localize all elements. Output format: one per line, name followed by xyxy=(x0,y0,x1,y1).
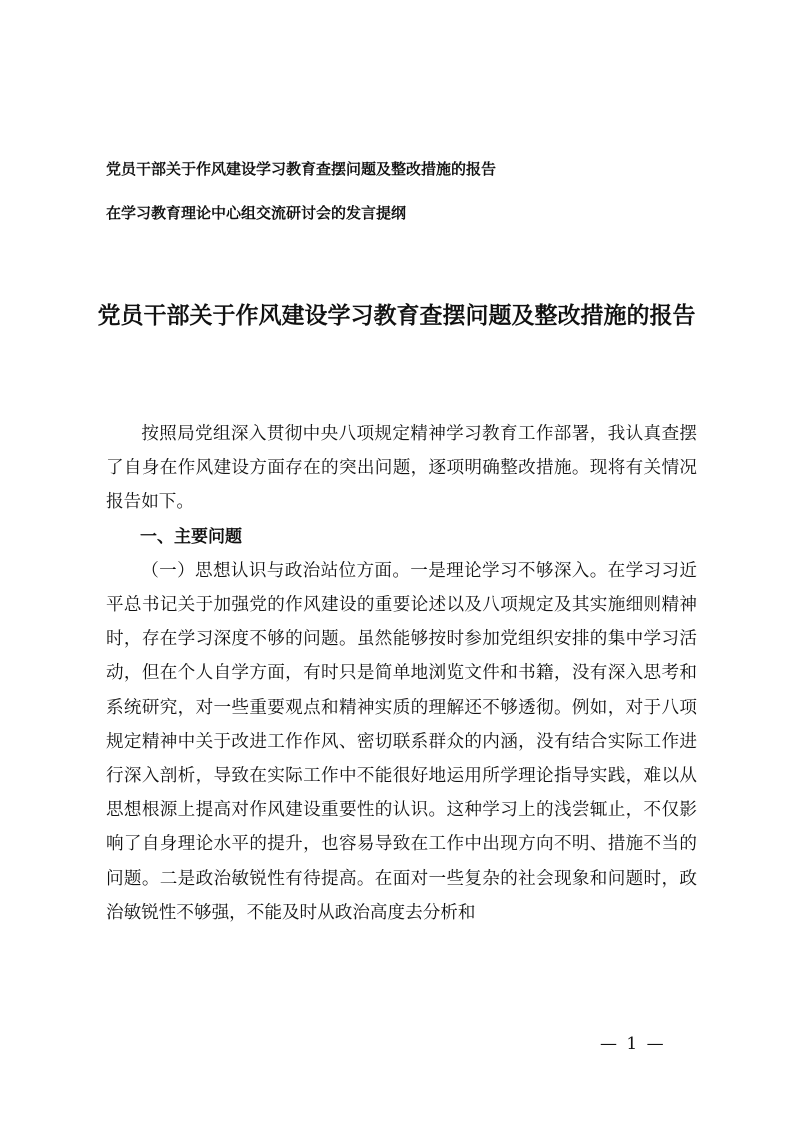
document-body xyxy=(106,417,697,930)
toc-item-speech-outline[interactable]: 在学习教育理论中心组交流研讨会的发言提纲 xyxy=(106,204,407,222)
toc-item-report[interactable]: 党员干部关于作风建设学习教育查摆问题及整改措施的报告 xyxy=(106,160,497,178)
subsection-heading-ideology: （一）思想认识与政治站位方面。 xyxy=(141,560,411,581)
page-number: — 1 — xyxy=(600,1034,666,1054)
subsection-paragraph xyxy=(106,554,697,930)
document-title: 党员干部关于作风建设学习教育查摆问题及整改措施的报告 xyxy=(97,303,696,329)
section-heading-main-problems: 一、主要问题 xyxy=(140,526,242,547)
intro-paragraph: 按照局党组深入贯彻中央八项规定精神学习教育工作部署，我认真查摆了自身在作风建设方面存在的突出问题，逐项明确整改措施。现将有关情况报告如下。 xyxy=(106,424,697,513)
subsection-body-text: 一是理论学习不够深入。在学习习近平总书记关于加强党的作风建设的重要论述以及八项规定及其实施细则精神时，存在学习深度不够的问题。虽然能够按时参加党组织安排的集中学习活动，但在个人自学方面，有时只是简单地浏览文件和书籍，没有深入思考和系统研究，对一些重要观点和精神实质的理解还不够透彻。例如，对于八项规定精神中关于改进工作作风、密切联系群众的内涵，没有结合实际工作进行深入剖析，导致在实际工作中不能很好地运用所学理论指导实践，难以从思想根源上提高对作风建设重要性的认识。这种学习上的浅尝辄止，不仅影响了自身理论水平的提升，也容易导致在工作中出现方向不明、措施不当的问题。二是政治敏锐性有待提高。在面对一些复杂的社会现象和问题时，政治敏锐性不够强，不能及时从政治高度去分析和 xyxy=(106,560,697,923)
